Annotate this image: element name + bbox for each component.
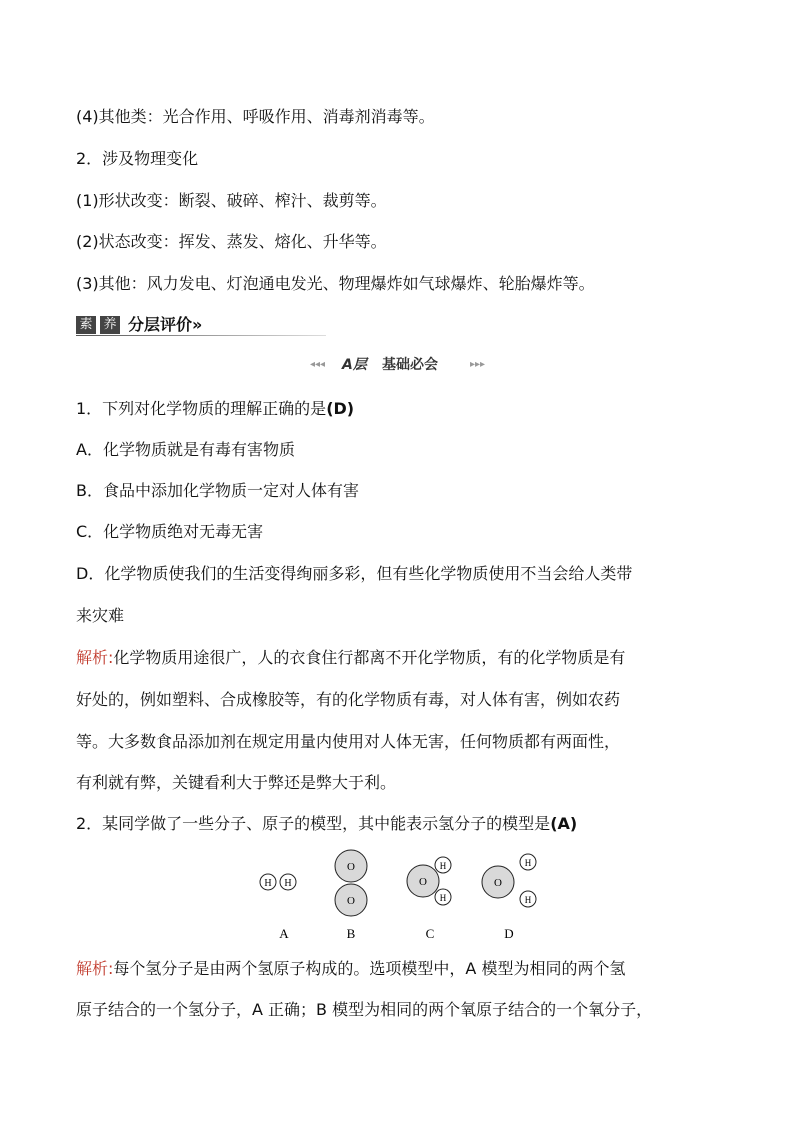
option-d-continued: 来灾难 — [76, 606, 125, 625]
atom-label: H — [264, 878, 272, 889]
question-stem: 2．某同学做了一些分子、原子的模型，其中能表示氢分子的模型是(A) — [76, 814, 578, 833]
analysis-line: 等。大多数食品添加剂在规定用量内使用对人体无害，任何物质都有两面性， — [76, 732, 621, 751]
section-banner — [76, 314, 716, 336]
analysis-line: 解析:每个氢分子是由两个氢原子构成的。选项模型中，A 模型为相同的两个氢 — [76, 959, 626, 978]
model-d — [482, 854, 536, 907]
atom-label: H — [284, 878, 292, 889]
section-heading: 2．涉及物理变化 — [76, 149, 199, 168]
analysis-line: 解析:化学物质用途很广，人的衣食住行都离不开化学物质，有的化学物质是有 — [76, 648, 626, 667]
model-c — [407, 857, 451, 905]
text-line: (1)形状改变：断裂、破碎、榨汁、裁剪等。 — [76, 191, 387, 210]
banner-tag: 养 — [100, 316, 120, 334]
question-answer: (D) — [326, 399, 355, 418]
text-line: (4)其他类：光合作用、呼吸作用、消毒剂消毒等。 — [76, 107, 435, 126]
banner-title: 分层评价» — [128, 315, 203, 334]
atom-label: O — [419, 876, 427, 888]
level-label: A层 — [342, 357, 367, 373]
option-label: B — [346, 926, 356, 941]
atom-label: H — [524, 895, 532, 905]
option-label: D — [504, 926, 514, 941]
molecule-models-figure — [250, 845, 550, 945]
option-c: C．化学物质绝对无毒无害 — [76, 522, 264, 541]
atom-label: H — [439, 893, 447, 903]
analysis-line: 好处的，例如塑料、合成橡胶等，有的化学物质有毒，对人体有害，例如农药 — [76, 690, 621, 709]
atom-label: O — [347, 861, 355, 873]
option-d: D．化学物质使我们的生活变得绚丽多彩，但有些化学物质使用不当会给人类带 — [76, 564, 633, 583]
atom-label: O — [347, 895, 355, 907]
analysis-line: 原子结合的一个氢分子，A 正确；B 模型为相同的两个氧原子结合的一个氧分子， — [76, 1000, 653, 1019]
arrow-left-icon: ◂◂◂ — [310, 359, 326, 370]
banner-tag: 素 — [76, 316, 96, 334]
option-label: A — [279, 926, 289, 941]
atom-label: O — [494, 877, 502, 889]
question-stem: 1．下列对化学物质的理解正确的是(D) — [76, 399, 355, 418]
option-a: A．化学物质就是有毒有害物质 — [76, 440, 295, 459]
atom-label: H — [524, 858, 532, 868]
analysis-label: 解析: — [76, 959, 114, 978]
text-line: (3)其他：风力发电、灯泡通电发光、物理爆炸如气球爆炸、轮胎爆炸等。 — [76, 274, 595, 293]
option-label: C — [425, 926, 435, 941]
banner-divider — [76, 335, 326, 336]
text-line: (2)状态改变：挥发、蒸发、熔化、升华等。 — [76, 232, 387, 251]
option-b: B．食品中添加化学物质一定对人体有害 — [76, 481, 359, 500]
atom-label: H — [439, 861, 447, 871]
arrow-right-icon: ▸▸▸ — [469, 359, 485, 370]
question-answer: (A) — [550, 814, 578, 833]
analysis-label: 解析: — [76, 648, 114, 667]
model-a — [260, 874, 296, 890]
analysis-line: 有利就有弊，关键看利大于弊还是弊大于利。 — [76, 773, 397, 792]
model-b — [335, 850, 367, 916]
level-header — [310, 354, 485, 376]
level-title: 基础必会 — [382, 357, 438, 373]
